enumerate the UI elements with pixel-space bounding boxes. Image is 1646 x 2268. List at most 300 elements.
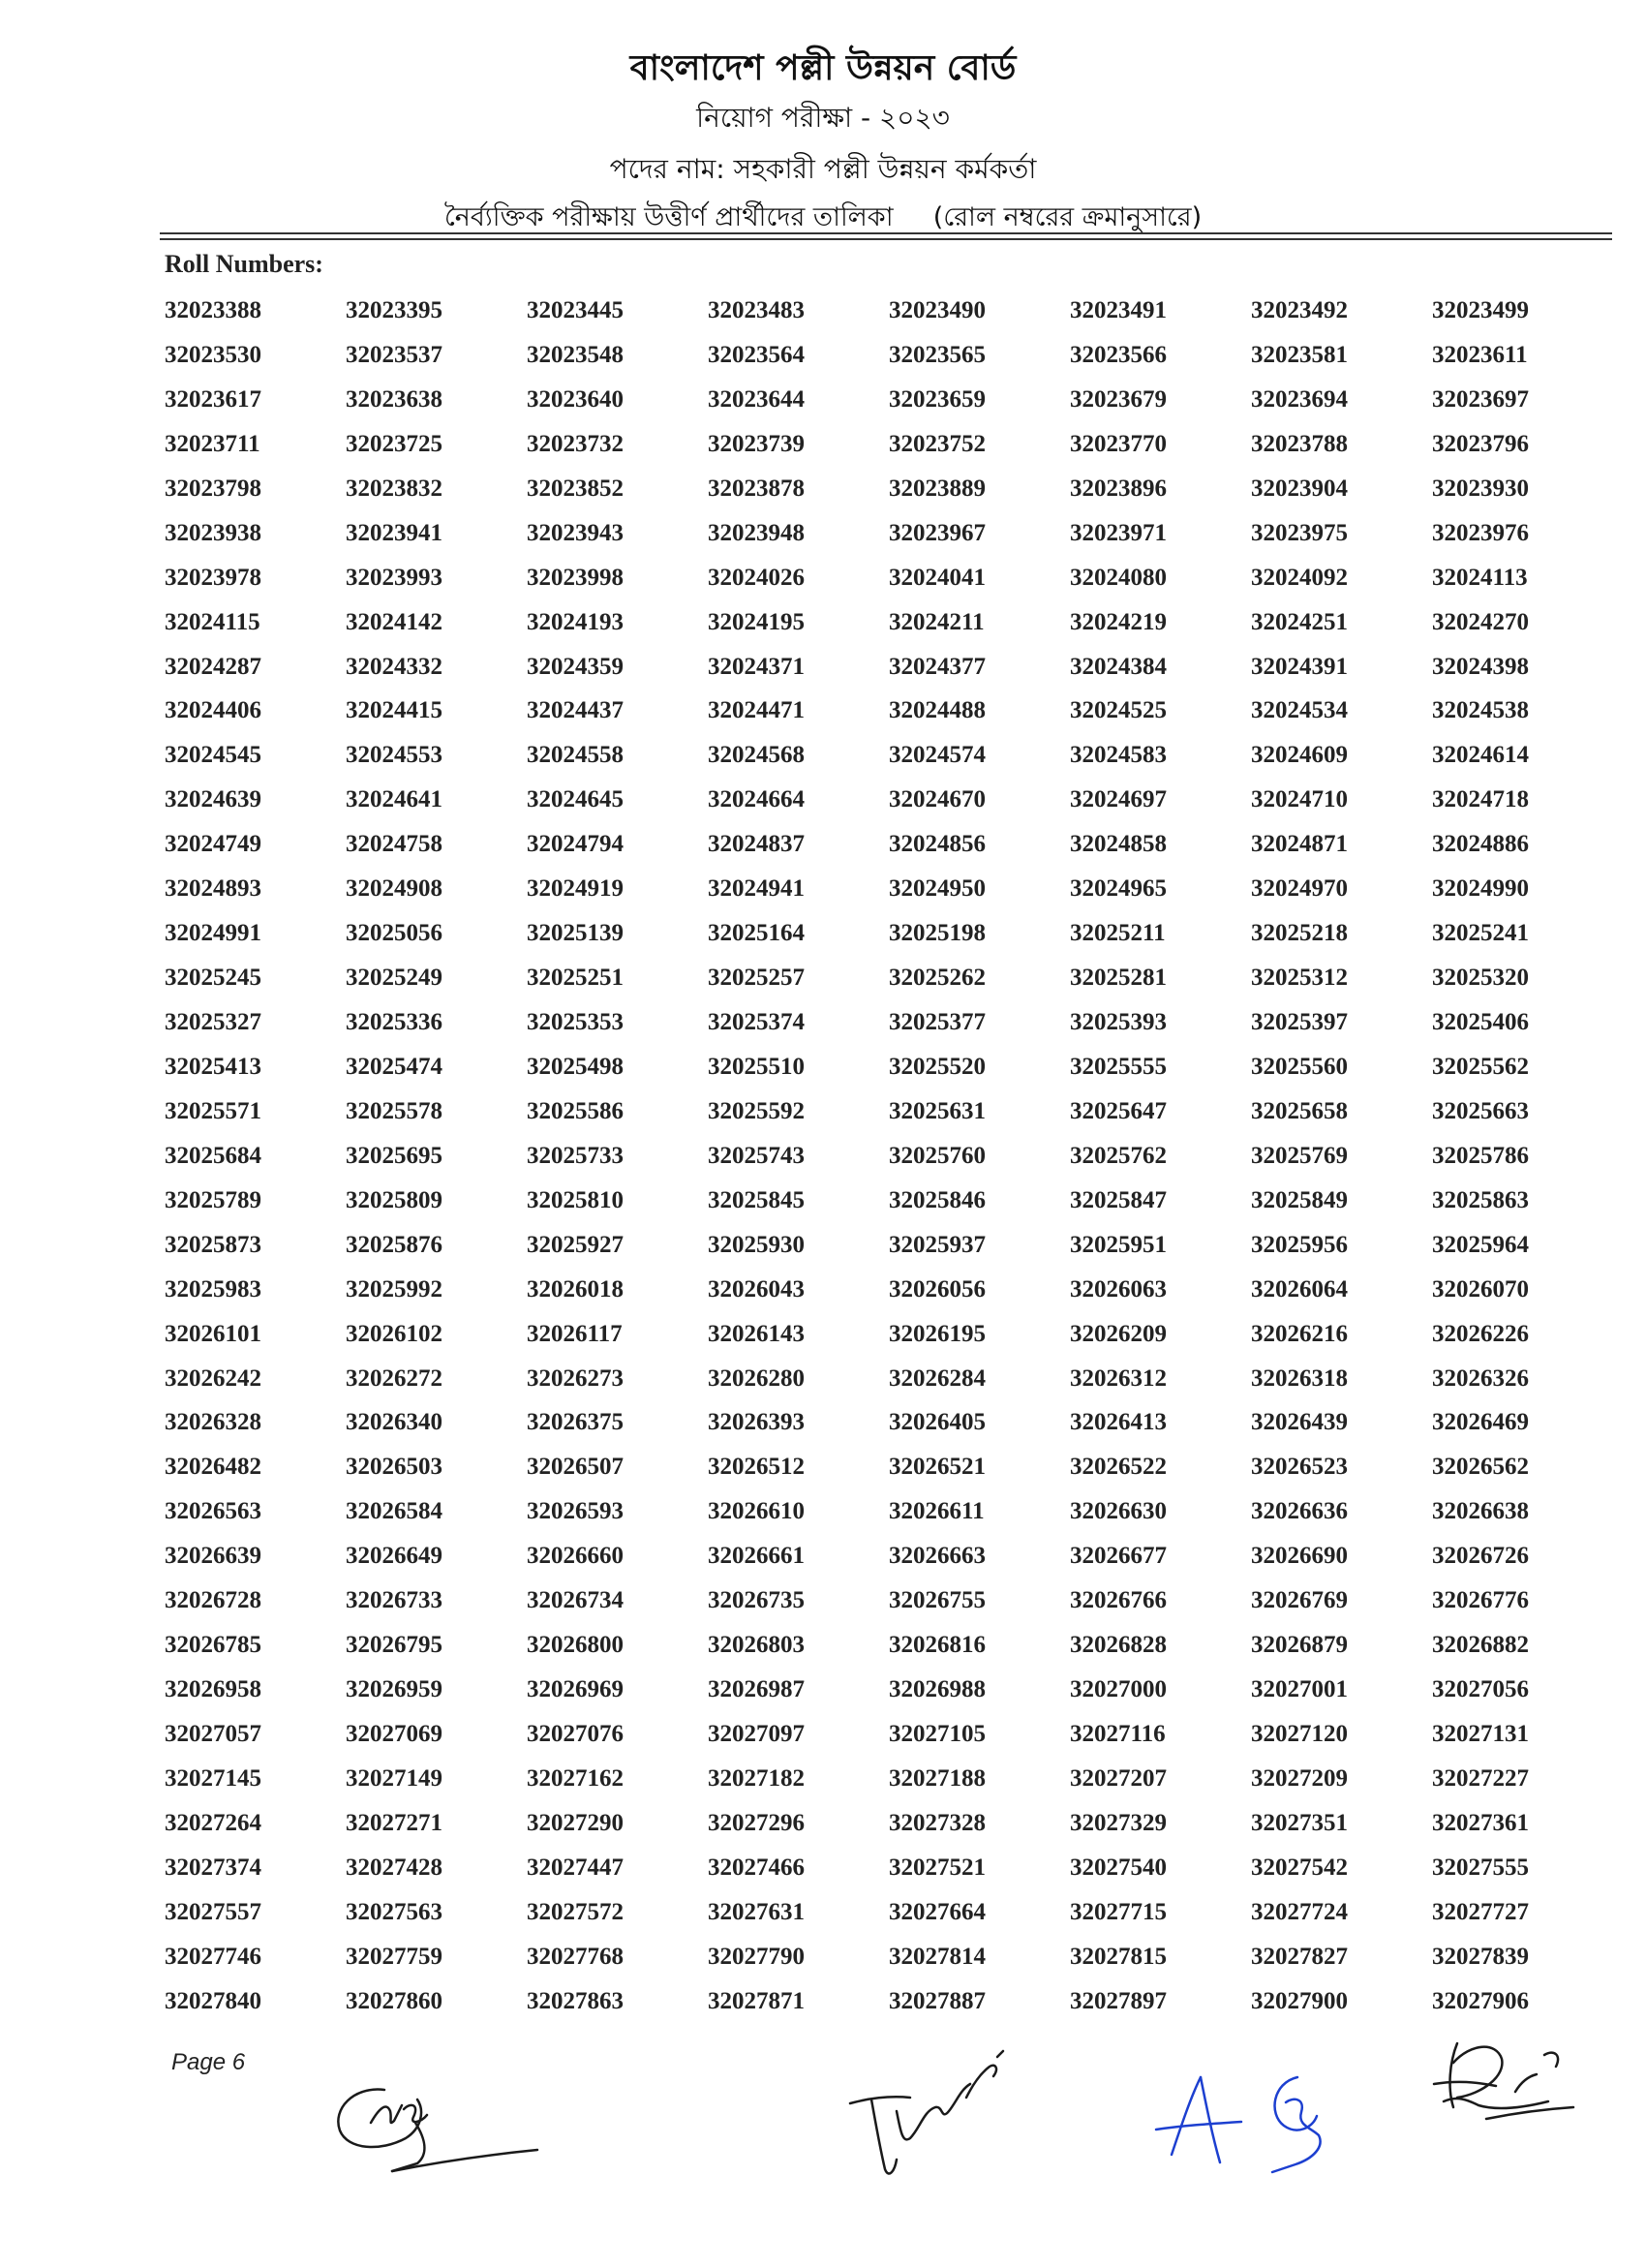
roll-numbers-heading: Roll Numbers: [165, 250, 323, 278]
roll-number: 32025056 [346, 920, 442, 947]
roll-number: 32024639 [165, 786, 261, 813]
roll-number: 32025684 [165, 1142, 261, 1169]
list-title: নৈর্ব্যক্তিক পরীক্ষায় উত্তীর্ণ প্রার্থীদের তালিকা [443, 202, 894, 232]
roll-number: 32026102 [346, 1320, 442, 1347]
roll-number: 32024041 [889, 564, 986, 591]
roll-number: 32024758 [346, 831, 442, 858]
roll-number: 32026439 [1251, 1409, 1348, 1436]
roll-number: 32026340 [346, 1409, 442, 1436]
roll-number: 32024856 [889, 831, 986, 858]
header-divider-top [160, 232, 1612, 234]
roll-number: 32026101 [165, 1320, 261, 1347]
roll-number: 32023564 [708, 341, 805, 368]
roll-number: 32026063 [1070, 1275, 1167, 1303]
roll-number: 32027840 [165, 1987, 261, 2014]
roll-number: 32027182 [708, 1764, 805, 1792]
roll-number: 32026195 [889, 1320, 986, 1347]
roll-number: 32026690 [1251, 1543, 1348, 1570]
roll-number: 32025964 [1432, 1231, 1529, 1258]
signature-3 [1152, 2058, 1336, 2184]
roll-number: 32023565 [889, 341, 986, 368]
roll-number: 32023694 [1251, 385, 1348, 413]
roll-number: 32025211 [1070, 920, 1166, 947]
roll-number: 32025847 [1070, 1186, 1167, 1213]
roll-number: 32023445 [527, 297, 624, 323]
roll-number: 32026638 [1432, 1498, 1529, 1525]
roll-number: 32025809 [346, 1186, 442, 1213]
roll-number: 32025930 [708, 1231, 805, 1258]
roll-number: 32026273 [527, 1364, 624, 1392]
roll-number: 32027715 [1070, 1898, 1167, 1925]
roll-number: 32024113 [1432, 564, 1528, 591]
roll-number: 32023904 [1251, 475, 1348, 502]
roll-number: 32024384 [1070, 653, 1167, 680]
roll-number: 32026312 [1070, 1364, 1167, 1392]
roll-number: 32024545 [165, 742, 261, 769]
roll-number: 32027328 [889, 1809, 986, 1836]
roll-number: 32024749 [165, 831, 261, 858]
roll-number: 32023971 [1070, 519, 1167, 546]
roll-number: 32026056 [889, 1275, 986, 1303]
roll-number: 32025312 [1251, 965, 1348, 992]
roll-number: 32023483 [708, 297, 805, 323]
roll-number: 32025863 [1432, 1186, 1529, 1213]
roll-number: 32025413 [165, 1053, 261, 1080]
roll-number: 32026503 [346, 1454, 442, 1481]
roll-number: 32026469 [1432, 1409, 1529, 1436]
roll-number: 32027001 [1251, 1676, 1348, 1703]
roll-number: 32026413 [1070, 1409, 1167, 1436]
roll-number: 32025743 [708, 1142, 805, 1169]
roll-number: 32027209 [1251, 1764, 1348, 1792]
roll-number: 32027664 [889, 1898, 986, 1925]
roll-number: 32025377 [889, 1009, 986, 1035]
roll-number: 32026766 [1070, 1587, 1167, 1614]
roll-number: 32023492 [1251, 297, 1348, 323]
roll-number: 32024583 [1070, 742, 1167, 769]
roll-number: 32026660 [527, 1543, 624, 1570]
roll-number: 32024193 [527, 608, 624, 635]
signature-2 [842, 2043, 1017, 2189]
roll-number: 32024359 [527, 653, 624, 680]
roll-number: 32026522 [1070, 1454, 1167, 1481]
roll-number: 32026733 [346, 1587, 442, 1614]
roll-number: 32023491 [1070, 297, 1167, 323]
roll-number: 32023798 [165, 475, 261, 502]
roll-number: 32024794 [527, 831, 624, 858]
roll-number: 32027897 [1070, 1987, 1167, 2014]
roll-number: 32026611 [889, 1498, 985, 1525]
roll-number: 32026216 [1251, 1320, 1348, 1347]
roll-number: 32024908 [346, 875, 442, 903]
header-divider-bottom [160, 238, 1612, 240]
roll-number: 32026521 [889, 1454, 986, 1481]
roll-number: 32023659 [889, 385, 986, 413]
roll-number: 32026610 [708, 1498, 805, 1525]
roll-number: 32023725 [346, 430, 442, 457]
roll-number: 32027724 [1251, 1898, 1348, 1925]
roll-number: 32026562 [1432, 1454, 1529, 1481]
roll-number: 32026507 [527, 1454, 624, 1481]
roll-number: 32026663 [889, 1543, 986, 1570]
roll-number: 32026064 [1251, 1275, 1348, 1303]
roll-number: 32026988 [889, 1676, 986, 1703]
roll-number: 32027540 [1070, 1854, 1167, 1881]
roll-number: 32024697 [1070, 786, 1167, 813]
roll-number: 32025592 [708, 1097, 805, 1124]
roll-number: 32023697 [1432, 385, 1529, 413]
roll-number: 32025983 [165, 1275, 261, 1303]
roll-number: 32026677 [1070, 1543, 1167, 1570]
roll-number: 32027557 [165, 1898, 261, 1925]
roll-number: 32025786 [1432, 1142, 1529, 1169]
roll-number: 32024965 [1070, 875, 1167, 903]
roll-number: 32026284 [889, 1364, 986, 1392]
roll-number: 32025663 [1432, 1097, 1529, 1124]
roll-number: 32027097 [708, 1721, 805, 1747]
roll-number: 32024919 [527, 875, 624, 903]
roll-number: 32026959 [346, 1676, 442, 1703]
roll-number: 32027790 [708, 1943, 805, 1970]
roll-number: 32024270 [1432, 608, 1529, 635]
roll-number: 32024092 [1251, 564, 1348, 591]
roll-number: 32024574 [889, 742, 986, 769]
roll-number: 32026882 [1432, 1632, 1529, 1659]
signature-1 [324, 2063, 557, 2179]
roll-number: 32024538 [1432, 697, 1529, 724]
roll-number: 32026769 [1251, 1587, 1348, 1614]
roll-number: 32027120 [1251, 1721, 1348, 1747]
roll-number: 32024664 [708, 786, 805, 813]
roll-number: 32023395 [346, 297, 442, 323]
roll-number: 32023617 [165, 385, 261, 413]
roll-number: 32026043 [708, 1275, 805, 1303]
roll-number: 32027069 [346, 1721, 442, 1747]
roll-number: 32025406 [1432, 1009, 1529, 1035]
roll-number: 32025164 [708, 920, 805, 947]
roll-number: 32027887 [889, 1987, 986, 2014]
roll-number: 32023993 [346, 564, 442, 591]
roll-number: 32024710 [1251, 786, 1348, 813]
roll-number: 32025498 [527, 1053, 624, 1080]
roll-number: 32027145 [165, 1764, 261, 1792]
roll-number-grid [165, 293, 1617, 2029]
roll-number: 32026375 [527, 1409, 624, 1436]
roll-number: 32024718 [1432, 786, 1529, 813]
roll-number: 32024080 [1070, 564, 1167, 591]
roll-number: 32026987 [708, 1676, 805, 1703]
roll-number: 32023832 [346, 475, 442, 502]
roll-number: 32024893 [165, 875, 261, 903]
roll-number: 32025520 [889, 1053, 986, 1080]
roll-number: 32023732 [527, 430, 624, 457]
roll-number: 32024251 [1251, 608, 1348, 635]
roll-number: 32026393 [708, 1409, 805, 1436]
roll-number: 32024115 [165, 608, 260, 635]
roll-number: 32025789 [165, 1186, 261, 1213]
roll-number: 32024219 [1070, 608, 1167, 635]
roll-number: 32025393 [1070, 1009, 1167, 1035]
roll-number: 32027521 [889, 1854, 986, 1881]
roll-number: 32025353 [527, 1009, 624, 1035]
roll-number: 32025257 [708, 965, 805, 992]
roll-number: 32027374 [165, 1854, 261, 1881]
roll-number: 32025873 [165, 1231, 261, 1258]
post-name: পদের নাম: সহকারী পল্লী উন্নয়ন কর্মকর্তা [609, 153, 1037, 185]
roll-number: 32024332 [346, 653, 442, 680]
roll-number: 32027900 [1251, 1987, 1348, 2014]
roll-number: 32024195 [708, 608, 805, 635]
roll-number: 32024142 [346, 608, 442, 635]
roll-number: 32026018 [527, 1275, 624, 1303]
roll-number: 32026593 [527, 1498, 624, 1525]
roll-number: 32026482 [165, 1454, 261, 1481]
exam-title: নিয়োগ পরীক্ষা - ২০২৩ [696, 102, 950, 134]
roll-number: 32025876 [346, 1231, 442, 1258]
roll-number: 32024568 [708, 742, 805, 769]
roll-number: 32025241 [1432, 920, 1529, 947]
roll-number: 32025846 [889, 1186, 986, 1213]
roll-number: 32025937 [889, 1231, 986, 1258]
roll-number: 32025695 [346, 1142, 442, 1169]
roll-number: 32026563 [165, 1498, 261, 1525]
roll-number: 32027759 [346, 1943, 442, 1970]
roll-number: 32026209 [1070, 1320, 1167, 1347]
roll-number: 32024609 [1251, 742, 1348, 769]
roll-number: 32027329 [1070, 1809, 1167, 1836]
roll-number: 32025760 [889, 1142, 986, 1169]
roll-number: 32027290 [527, 1809, 624, 1836]
roll-number: 32025198 [889, 920, 986, 947]
roll-number: 32027188 [889, 1764, 986, 1792]
roll-number: 32023611 [1432, 341, 1528, 368]
roll-number: 32025845 [708, 1186, 805, 1213]
roll-number: 32027814 [889, 1943, 986, 1970]
roll-number: 32023938 [165, 519, 261, 546]
roll-number: 32024950 [889, 875, 986, 903]
roll-number: 32025249 [346, 965, 442, 992]
roll-number: 32023388 [165, 297, 261, 323]
roll-number: 32026226 [1432, 1320, 1529, 1347]
roll-number: 32026630 [1070, 1498, 1167, 1525]
roll-number: 32027447 [527, 1854, 624, 1881]
roll-number: 32023852 [527, 475, 624, 502]
roll-number: 32023889 [889, 475, 986, 502]
roll-number: 32027572 [527, 1898, 624, 1925]
roll-number: 32023530 [165, 341, 261, 368]
roll-number: 32024837 [708, 831, 805, 858]
document-header [0, 43, 1646, 240]
roll-number: 32026326 [1432, 1364, 1529, 1392]
page-number: Page 6 [171, 2049, 246, 2075]
roll-number: 32023943 [527, 519, 624, 546]
roll-number: 32026755 [889, 1587, 986, 1614]
roll-number: 32027860 [346, 1987, 442, 2014]
roll-number: 32023948 [708, 519, 805, 546]
roll-number: 32026735 [708, 1587, 805, 1614]
roll-number: 32024488 [889, 697, 986, 724]
roll-number: 32025562 [1432, 1053, 1529, 1080]
roll-number: 32024941 [708, 875, 805, 903]
roll-number: 32026879 [1251, 1632, 1348, 1659]
roll-number: 32027727 [1432, 1898, 1529, 1925]
roll-number: 32025474 [346, 1053, 442, 1080]
roll-number: 32025586 [527, 1097, 624, 1124]
roll-number: 32027631 [708, 1898, 805, 1925]
roll-number: 32027827 [1251, 1943, 1348, 1970]
roll-number: 32024670 [889, 786, 986, 813]
roll-number: 32024871 [1251, 831, 1348, 858]
roll-number: 32023975 [1251, 519, 1348, 546]
roll-number: 32026800 [527, 1632, 624, 1659]
roll-number: 32024211 [889, 608, 985, 635]
roll-number: 32025510 [708, 1053, 805, 1080]
roll-number: 32027863 [527, 1987, 624, 2014]
roll-number: 32023998 [527, 564, 624, 591]
roll-number: 32027207 [1070, 1764, 1167, 1792]
roll-number: 32025560 [1251, 1053, 1348, 1080]
roll-number: 32024377 [889, 653, 986, 680]
roll-number: 32023548 [527, 341, 624, 368]
roll-number: 32024391 [1251, 653, 1348, 680]
roll-number: 32023739 [708, 430, 805, 457]
roll-number: 32026242 [165, 1364, 261, 1392]
roll-number: 32025992 [346, 1275, 442, 1303]
roll-number: 32023711 [165, 430, 260, 457]
roll-number: 32024970 [1251, 875, 1348, 903]
roll-number: 32027057 [165, 1721, 261, 1747]
roll-number: 32024886 [1432, 831, 1529, 858]
roll-number: 32024991 [165, 920, 261, 947]
roll-number: 32026328 [165, 1409, 261, 1436]
roll-number: 32027131 [1432, 1721, 1529, 1747]
roll-number: 32024525 [1070, 697, 1167, 724]
roll-number: 32024858 [1070, 831, 1167, 858]
roll-number: 32023752 [889, 430, 986, 457]
roll-number: 32026143 [708, 1320, 805, 1347]
roll-number: 32025262 [889, 965, 986, 992]
roll-number: 32025658 [1251, 1097, 1348, 1124]
roll-number: 32023878 [708, 475, 805, 502]
roll-number: 32025251 [527, 965, 624, 992]
roll-number: 32027906 [1432, 1987, 1529, 2014]
roll-number: 32024614 [1432, 742, 1529, 769]
roll-number: 32024558 [527, 742, 624, 769]
roll-number: 32026272 [346, 1364, 442, 1392]
roll-number: 32025320 [1432, 965, 1529, 992]
roll-number: 32025631 [889, 1097, 986, 1124]
roll-number: 32024371 [708, 653, 805, 680]
roll-number: 32024026 [708, 564, 805, 591]
roll-number: 32026728 [165, 1587, 261, 1614]
roll-number: 32027056 [1432, 1676, 1529, 1703]
roll-number: 32023941 [346, 519, 442, 546]
roll-number: 32025218 [1251, 920, 1348, 947]
roll-number: 32025810 [527, 1186, 624, 1213]
roll-number: 32024415 [346, 697, 442, 724]
roll-number: 32027076 [527, 1721, 624, 1747]
roll-number: 32024471 [708, 697, 805, 724]
roll-number: 32026318 [1251, 1364, 1348, 1392]
roll-number: 32025281 [1070, 965, 1167, 992]
roll-number: 32023638 [346, 385, 442, 413]
roll-number: 32027563 [346, 1898, 442, 1925]
roll-number: 32025647 [1070, 1097, 1167, 1124]
roll-number: 32026649 [346, 1543, 442, 1570]
roll-number: 32023896 [1070, 475, 1167, 502]
roll-number: 32023788 [1251, 430, 1348, 457]
roll-number: 32023679 [1070, 385, 1167, 413]
list-order-note: (রোল নম্বরের ক্রমানুসারে) [932, 202, 1203, 232]
roll-number: 32026280 [708, 1364, 805, 1392]
roll-number: 32025849 [1251, 1186, 1348, 1213]
roll-number: 32027351 [1251, 1809, 1348, 1836]
roll-number: 32026636 [1251, 1498, 1348, 1525]
roll-number: 32027746 [165, 1943, 261, 1970]
roll-number: 32027768 [527, 1943, 624, 1970]
roll-number: 32027839 [1432, 1943, 1529, 1970]
roll-number: 32026512 [708, 1454, 805, 1481]
roll-number: 32024287 [165, 653, 261, 680]
roll-number: 32025578 [346, 1097, 442, 1124]
roll-number: 32026969 [527, 1676, 624, 1703]
roll-number: 32025139 [527, 920, 624, 947]
roll-number: 32023644 [708, 385, 805, 413]
roll-number: 32027105 [889, 1721, 986, 1747]
roll-number: 32026828 [1070, 1632, 1167, 1659]
roll-number: 32025245 [165, 965, 261, 992]
roll-number: 32027227 [1432, 1764, 1529, 1792]
roll-number: 32027000 [1070, 1676, 1167, 1703]
roll-number: 32024398 [1432, 653, 1529, 680]
roll-number: 32027555 [1432, 1854, 1529, 1881]
roll-number: 32023978 [165, 564, 261, 591]
roll-number: 32026795 [346, 1632, 442, 1659]
roll-number: 32025733 [527, 1142, 624, 1169]
roll-number: 32027466 [708, 1854, 805, 1881]
roll-number: 32025555 [1070, 1053, 1167, 1080]
roll-number: 32023976 [1432, 519, 1529, 546]
roll-number: 32025571 [165, 1097, 261, 1124]
roll-number: 32024534 [1251, 697, 1348, 724]
roll-number: 32027149 [346, 1764, 442, 1792]
roll-number: 32026726 [1432, 1543, 1529, 1570]
roll-number: 32026523 [1251, 1454, 1348, 1481]
roll-number: 32027815 [1070, 1943, 1167, 1970]
roll-number: 32024990 [1432, 875, 1529, 903]
roll-number: 32023930 [1432, 475, 1529, 502]
roll-number: 32026785 [165, 1632, 261, 1659]
roll-number: 32027264 [165, 1809, 261, 1836]
roll-number: 32026734 [527, 1587, 624, 1614]
roll-number: 32023537 [346, 341, 442, 368]
roll-number: 32025336 [346, 1009, 442, 1035]
roll-number: 32027542 [1251, 1854, 1348, 1881]
roll-number: 32025956 [1251, 1231, 1348, 1258]
roll-number: 32026816 [889, 1632, 986, 1659]
roll-number: 32024641 [346, 786, 442, 813]
roll-number: 32024406 [165, 697, 261, 724]
roll-number: 32023581 [1251, 341, 1348, 368]
roll-number: 32024553 [346, 742, 442, 769]
roll-number: 32023490 [889, 297, 986, 323]
roll-number: 32025397 [1251, 1009, 1348, 1035]
roll-number: 32026405 [889, 1409, 986, 1436]
roll-number: 32026776 [1432, 1587, 1529, 1614]
roll-number: 32024645 [527, 786, 624, 813]
roll-number: 32025951 [1070, 1231, 1167, 1258]
roll-number: 32026803 [708, 1632, 805, 1659]
